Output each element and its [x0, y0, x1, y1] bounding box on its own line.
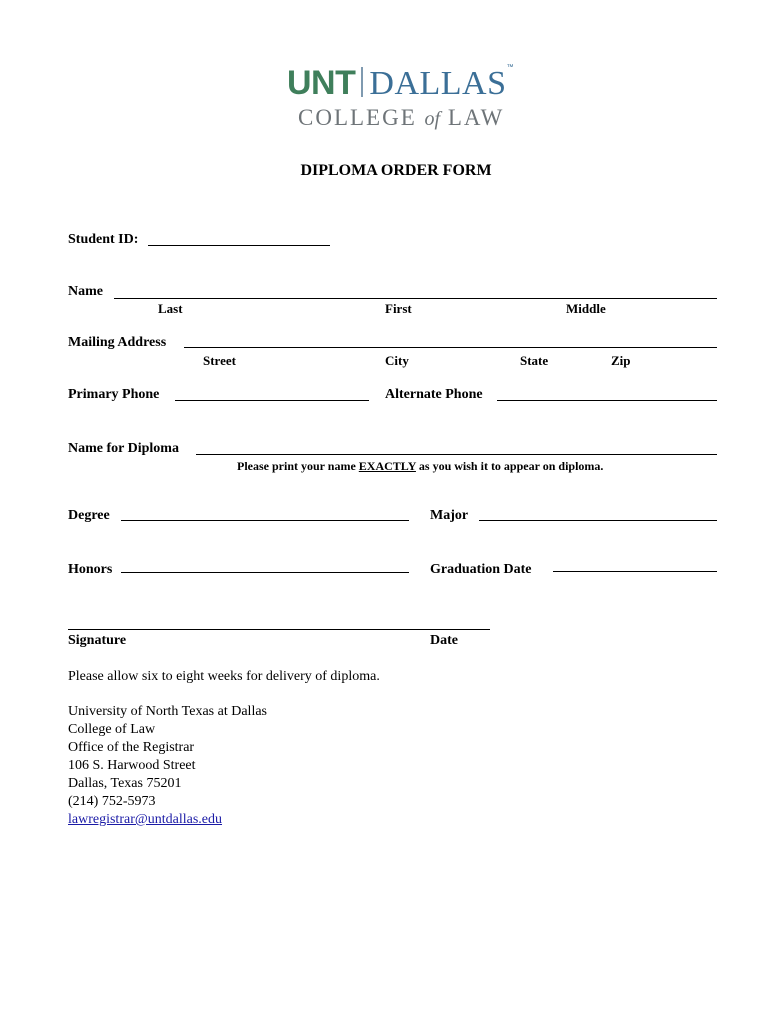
student-id-label: Student ID:	[68, 232, 139, 247]
degree-field[interactable]	[121, 520, 409, 521]
address-line-phone: (214) 752-5973	[68, 794, 156, 809]
signature-date-field[interactable]	[68, 629, 490, 630]
name-label: Name	[68, 284, 103, 299]
diploma-note-post: as you wish it to appear on diploma.	[415, 459, 604, 473]
name-field[interactable]	[114, 298, 717, 299]
street-caption: Street	[203, 353, 236, 368]
address-line-college: College of Law	[68, 722, 156, 737]
address-line-office: Office of the Registrar	[68, 740, 195, 755]
logo-divider	[361, 67, 363, 97]
graduation-date-field[interactable]	[553, 571, 717, 572]
address-line-city: Dallas, Texas 75201	[68, 776, 182, 791]
degree-label: Degree	[68, 508, 110, 523]
honors-field[interactable]	[121, 572, 409, 573]
alternate-phone-label: Alternate Phone	[385, 387, 483, 402]
city-caption: City	[385, 353, 409, 368]
student-id-field[interactable]	[148, 245, 330, 246]
logo-of-text: of	[424, 108, 441, 130]
major-label: Major	[430, 508, 469, 523]
name-middle-caption: Middle	[566, 301, 606, 316]
mailing-address-label: Mailing Address	[68, 335, 167, 350]
address-line-university: University of North Texas at Dallas	[68, 704, 267, 719]
unt-dallas-logo	[287, 64, 513, 108]
zip-caption: Zip	[611, 353, 631, 368]
college-of-law-logo	[298, 105, 508, 131]
registrar-email-link[interactable]: lawregistrar@untdallas.edu	[68, 812, 223, 827]
name-first-caption: First	[385, 301, 412, 316]
logo-college-text: COLLEGE	[298, 105, 417, 130]
logo-trademark: ™	[506, 64, 513, 71]
logo-unt-text: UNT	[287, 64, 356, 102]
diploma-name-note	[237, 459, 603, 474]
name-last-caption: Last	[158, 301, 183, 316]
diploma-name-field[interactable]	[196, 454, 717, 455]
diploma-note-pre: Please print your name	[237, 459, 359, 473]
primary-phone-field[interactable]	[175, 400, 369, 401]
date-label: Date	[430, 633, 458, 648]
mailing-address-field[interactable]	[184, 347, 717, 348]
logo-law-text: LAW	[447, 105, 505, 130]
primary-phone-label: Primary Phone	[68, 387, 160, 402]
honors-label: Honors	[68, 562, 113, 577]
delivery-notice: Please allow six to eight weeks for delivery of diploma.	[68, 669, 380, 684]
graduation-date-label: Graduation Date	[430, 562, 532, 577]
registrar-address	[68, 703, 267, 829]
logo-dallas-text: DALLAS	[369, 65, 507, 102]
signature-label: Signature	[68, 633, 127, 648]
diploma-note-emphasis: EXACTLY	[358, 459, 416, 473]
alternate-phone-field[interactable]	[497, 400, 717, 401]
state-caption: State	[520, 353, 549, 368]
form-title: DIPLOMA ORDER FORM	[300, 162, 492, 179]
address-line-street: 106 S. Harwood Street	[68, 758, 196, 773]
major-field[interactable]	[479, 520, 717, 521]
diploma-name-label: Name for Diploma	[68, 441, 179, 456]
